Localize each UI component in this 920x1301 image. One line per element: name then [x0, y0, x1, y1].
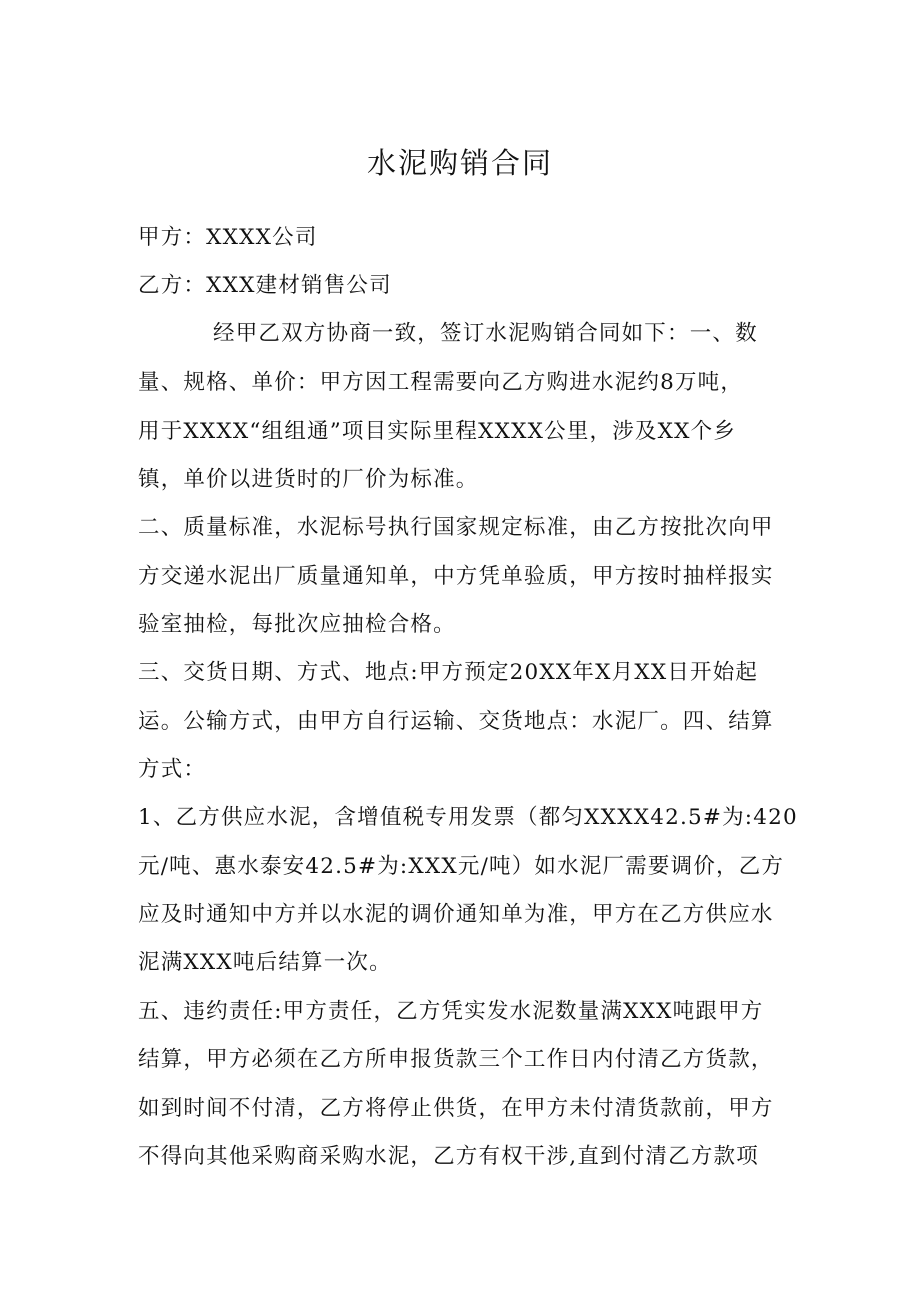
body-line: 量、规格、单价：甲方因工程需要向乙方购进水泥约8万吨， [138, 370, 744, 395]
body-line: 方式： [138, 757, 207, 782]
body-line: 应及时通知中方并以水泥的调价通知单为准，甲方在乙方供应水 [138, 902, 774, 927]
body-line: 泥满XXX吨后结算一次。 [138, 950, 392, 975]
body-line: 经甲乙双方协商一致，签订水泥购销合同如下：一、数 [213, 321, 758, 346]
body-line: 五、违约责任:甲方责任，乙方凭实发水泥数量满XXX吨跟甲方 [138, 999, 764, 1024]
party-b: 乙方：XXX建材销售公司 [138, 273, 392, 298]
body-line: 1、乙方供应水泥，含增值税专用发票（都匀XXXX42.5#为:420 [138, 805, 798, 830]
party-a: 甲方：XXXX公司 [138, 225, 318, 250]
body-line: 元/吨、惠水泰安42.5#为:XXX元/吨）如水泥厂需要调价，乙方 [138, 854, 785, 879]
body-line: 三、交货日期、方式、地点:甲方预定20XX年X月XX日开始起 [138, 660, 759, 685]
body-line: 验室抽检，每批次应抽检合格。 [138, 612, 456, 637]
body-line: 用于XXXX“组组通”项目实际里程XXXX公里，涉及XX个乡 [138, 419, 737, 444]
body-line: 方交递水泥出厂质量通知单，中方凭单验质，甲方按时抽样报实 [138, 564, 774, 589]
body-line: 二、质量标准，水泥标号执行国家规定标准，由乙方按批次向甲 [138, 515, 774, 540]
body-line: 运。公输方式，由甲方自行运输、交货地点：水泥厂。四、结算 [138, 709, 774, 734]
body-line: 镇，单价以进货时的厂价为标准。 [138, 467, 479, 492]
body-line: 如到时间不付清，乙方将停止供货，在甲方未付清货款前，甲方 [138, 1096, 774, 1121]
document-title: 水泥购销合同 [366, 146, 553, 180]
body-line: 结算，甲方必须在乙方所申报货款三个工作日内付清乙方货款， [138, 1047, 774, 1072]
body-line: 不得向其他采购商采购水泥，乙方有权干涉,直到付清乙方款项 [138, 1144, 759, 1169]
